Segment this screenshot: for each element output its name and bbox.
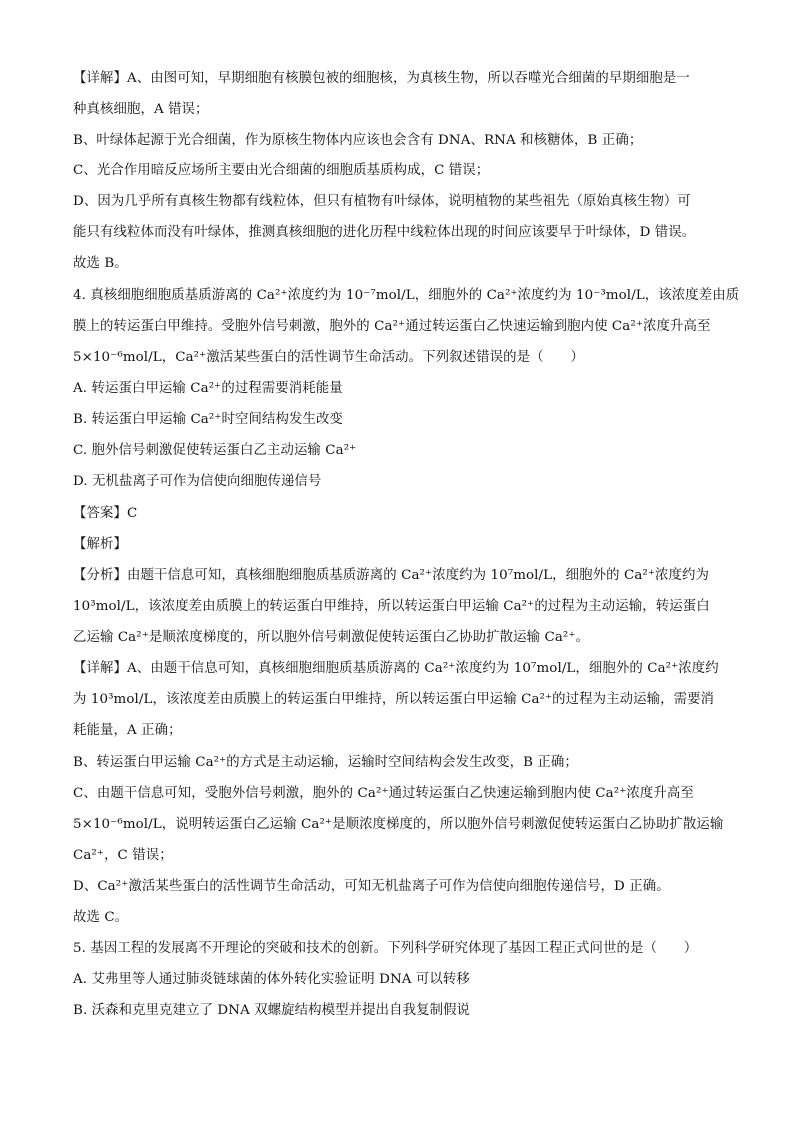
- text-line: 乙运输 Ca²⁺是顺浓度梯度的，所以胞外信号刺激促使转运蛋白乙协助扩散运输 Ca²⁺。: [73, 630, 590, 645]
- text-line: C、光合作用暗反应场所主要由光合细菌的细胞质基质构成，C 错误；: [73, 163, 490, 178]
- text-line: Ca²⁺，C 错误；: [73, 848, 173, 863]
- text-line: 5×10⁻⁶mol/L，说明转运蛋白乙运输 Ca²⁺是顺浓度梯度的，所以胞外信号刺激促使转运蛋白乙协助扩散运输: [73, 817, 724, 832]
- option-b: B. 转运蛋白甲运输 Ca²⁺时空间结构发生改变: [73, 412, 343, 427]
- text-line: 耗能量，A 正确；: [73, 723, 182, 738]
- text-line: C、由题干信息可知，受胞外信号刺激，胞外的 Ca²⁺通过转运蛋白乙快速运输到胞内使 Ca²⁺浓度升高至: [73, 786, 694, 801]
- option-d: D. 无机盐离子可作为信使向细胞传递信号: [73, 474, 322, 489]
- option-b: B. 沃森和克里克建立了 DNA 双螺旋结构模型并提出自我复制假说: [73, 1003, 471, 1018]
- option-a: A. 转运蛋白甲运输 Ca²⁺的过程需要消耗能量: [73, 381, 343, 396]
- question-4-stem: 5×10⁻⁶mol/L，Ca²⁺激活某些蛋白的活性调节生命活动。下列叙述错误的是（ ）: [73, 350, 585, 365]
- text-line: D、Ca²⁺激活某些蛋白的活性调节生命活动，可知无机盐离子可作为信使向细胞传递信号，D 正确。: [73, 879, 670, 894]
- text-line: D、因为几乎所有真核生物都有线粒体，但只有植物有叶绿体，说明植物的某些祖先（原始真核生物）可: [73, 194, 691, 209]
- text-line: 故选 B。: [73, 256, 128, 271]
- text-line: 10³mol/L，该浓度差由质膜上的转运蛋白甲维持，所以转运蛋白甲运输 Ca²⁺的过程为主动运输，转运蛋白: [73, 599, 710, 614]
- question-5-stem: 5. 基因工程的发展离不开理论的突破和技术的创新。下列科学研究体现了基因工程正式问世的是（ ）: [73, 941, 698, 956]
- text-line: 【详解】A、由题干信息可知，真核细胞细胞质基质游离的 Ca²⁺浓度约为 10⁷mol/L，细胞外的 Ca²⁺浓度约: [73, 661, 719, 676]
- answer-label: 【答案】C: [73, 506, 138, 521]
- text-line: 种真核细胞，A 错误；: [73, 102, 209, 117]
- text-line: B、叶绿体起源于光合细菌，作为原核生物体内应该也会含有 DNA、RNA 和核糖体，B 正确；: [73, 133, 643, 148]
- text-line: 故选 C。: [73, 910, 129, 925]
- text-line: 能只有线粒体而没有叶绿体，推测真核细胞的进化历程中线粒体出现的时间应该要早于叶绿体，D 错误。: [73, 225, 696, 240]
- text-line: 【分析】由题干信息可知，真核细胞细胞质基质游离的 Ca²⁺浓度约为 10⁷mol/L，细胞外的 Ca²⁺浓度约为: [73, 568, 710, 583]
- option-a: A. 艾弗里等人通过肺炎链球菌的体外转化实验证明 DNA 可以转移: [73, 972, 470, 987]
- option-c: C. 胞外信号刺激促使转运蛋白乙主动运输 Ca²⁺: [73, 443, 357, 458]
- analysis-label: 【解析】: [73, 537, 127, 552]
- question-4-stem: 4. 真核细胞细胞质基质游离的 Ca²⁺浓度约为 10⁻⁷mol/L，细胞外的 Ca²⁺浓度约为 10⁻³mol/L，该浓度差由质: [73, 288, 740, 303]
- question-4-stem: 膜上的转运蛋白甲维持。受胞外信号刺激，胞外的 Ca²⁺通过转运蛋白乙快速运输到胞内使 Ca²⁺浓度升高至: [73, 319, 711, 334]
- text-line: 为 10³mol/L，该浓度差由质膜上的转运蛋白甲维持，所以转运蛋白甲运输 Ca²⁺的过程为主动运输，需要消: [73, 692, 715, 707]
- text-line: B、转运蛋白甲运输 Ca²⁺的方式是主动运输，运输时空间结构会发生改变，B 正确；: [73, 755, 578, 770]
- text-line: 【详解】A、由图可知，早期细胞有核膜包被的细胞核，为真核生物，所以吞噬光合细菌的早期细胞是一: [73, 71, 690, 86]
